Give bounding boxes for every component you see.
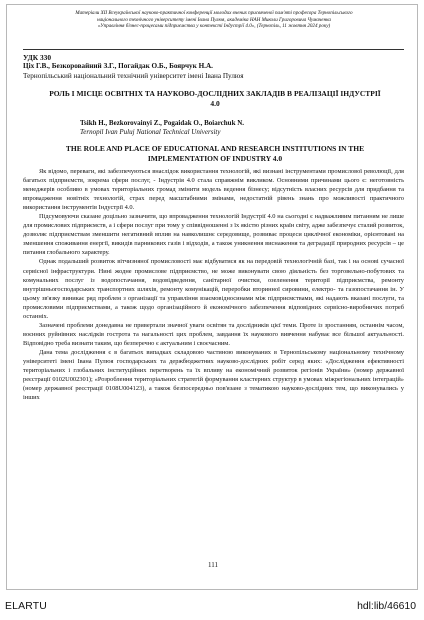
repository-footer [0,590,424,620]
paragraph: Зазначені проблеми донедавна не привертали значної уваги освітян та дослідників цієї теми. Проте із зростанням, останнім часом, воєнних руйнівних наслідків гострота та нагальності цих проблем, завдання їх наукового вивчення набуває все більшої актуальності. Відповідно треба визнати таким, що безперечно є актуальним і своєчасним. [23,321,404,347]
body-text [23,167,404,402]
page-number: 111 [208,561,218,569]
conference-header [29,10,399,30]
paragraph: Підсумовуючи сказане доцільно зазначити, що впровадження технологій Індустрії 4.0 на сьогодні є надважливим питанням не лише для промислових підприємств, а і сфери послуг при тому у співвідношенні з їх якістю різних країн світу, адже забезпечує сталий розвиток, дозволяє підприємствам зменшити негативний вплив на навколишнє середовище, розвиває процеси циклічної економіки, орієнтовані на зменшення споживання енергії, викидів парникових газів і відходів, а також уникнення виснаження та деградації природних ресурсів – це питання глобального характеру. [23,213,404,257]
affiliation-english: Ternopil Ivan Puluj National Technical University [80,128,221,136]
paper-title-english: THE ROLE AND PLACE OF EDUCATIONAL AND RESEARCH INSTITUTIONS IN THE IMPLEMENTATION OF INDUSTRY 4.0 [65,144,365,163]
handle-id: hdl:lib/46610 [357,601,416,612]
authors-english: Tsikh H., Bezkorovainyi Z., Pogaidak O., Boiarchuk N. [80,119,245,127]
paragraph: Однак подальший розвиток вітчизняної промисловості має відбуватися як на передовій технологічній базі, так і на основі сучасної сервісної інфраструктури. Нині жодне промислове підприємство, не може виконувати свою діяльність без торговельно-побутових та комунальних послуг із водопостачання, водовідведення, санітарної очистки, озеленення території підприємства, ремонту внутрішньогосподарських транспортних шляхів, ремонту комунікацій, переробки вторинної сировини, електро- та газопостачання ін. У цьому зв'язку виникає ряд проблем з організації та управління взаємовідносинами між підприємствами, які надають вказані послуги, та промисловими підприємствами, а також щодо організаційного й економічного забезпечення відповідних сервісно-виробничих потреб останніх. [23,258,404,320]
udk-code: УДК 330 [23,53,52,62]
header-line: Матеріали XII Всеукраїнської науково-практичної конференції молодих вчених присвяченої пам'яті професора Тернопільського [75,10,353,16]
header-line: національного технічного університету імені Івана Пулюя, академіка НАН Миколи Григоровича Чумаченка [97,16,331,23]
document-page [6,4,418,590]
header-divider [23,49,404,50]
header-line: «Управління бізнес-процесами підприємства у контексті Індустрії 4.0», (Тернопіль, 11 жовтня 2024 року) [97,23,331,30]
affiliation: Тернопільський національний технічний університет імені Івана Пулюя [23,72,244,80]
paper-title-ukrainian: РОЛЬ І МІСЦЕ ОСВІТНІХ ТА НАУКОВО-ДОСЛІДНИХ ЗАКЛАДІВ В РЕАЛІЗАЦІЇ ІНДУСТРІЇ 4.0 [49,89,381,108]
authors: Ціх Г.В., Безкоровайний З.Г., Погайдак О.Б., Боярчук Н.А. [23,62,213,70]
paragraph: Дана тема дослідження є в багатьох випадках складовою частиною виконуваних в Тернопільському національному технічному університеті імені Івана Пулюя господарських та держбюджетних науково-дослідних робіт серед яких: «Дослідження ефективності територіальних і глобальних інституційних перетворень та їх впливу на економічний розвиток регіонів України» (номер державної реєстрації 0102U002301); «Розроблення територіальних стратегій формування кластерних структур в умовах міжрегіональних інтеграцій» (номер державної реєстрації 0108U004123), а також безпосередньо пов'язане з тематикою науково-дослідних тем, що виконувались у інших [23,348,404,402]
paragraph: Як відомо, переваги, які забезпечуються внаслідок використання технологій, які визнані інструментами промислової революції, для багатьох підприємств, зокрема сфери послуг, - Індустрія 4.0 стала справжнім викликом. Основними причинами цього є: неготовність менеджерів особливо в умовах територіальних громад змінити модель ведення бізнесу; відсутність власних ресурсів для придбання та впровадження новітніх технологій, страх перед масштабними змінами, недостатній рівень знань про можливості практичного використання інструментів Індустрії 4.0. [23,168,404,212]
repository-name: ELARTU [5,601,48,612]
